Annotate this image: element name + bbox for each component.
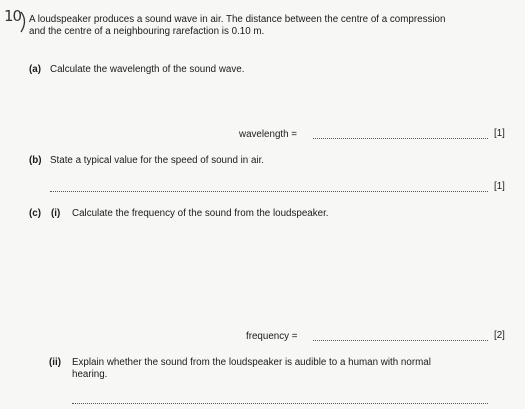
part-b-label: (b) (29, 155, 42, 166)
part-b-marks: [1] (494, 181, 505, 192)
wavelength-answer-label: wavelength = (239, 129, 298, 140)
speed-answer-line[interactable] (50, 191, 488, 192)
frequency-answer-line[interactable] (313, 340, 488, 341)
part-a-label: (a) (29, 64, 41, 75)
part-c-i-text: Calculate the frequency of the sound from the loudspeaker. (72, 208, 329, 219)
part-a-marks: [1] (494, 128, 505, 139)
wavelength-answer-line[interactable] (313, 138, 488, 139)
question-number: 10 (4, 7, 22, 25)
part-c-ii-label: (ii) (49, 357, 61, 368)
frequency-answer-label: frequency = (246, 331, 298, 342)
part-a-text: Calculate the wavelength of the sound wave. (50, 64, 245, 75)
audible-answer-line[interactable] (72, 403, 488, 404)
part-c-i-marks: [2] (494, 330, 505, 341)
part-c-label: (c) (29, 208, 41, 219)
part-c-ii-text-line2: hearing. (72, 369, 108, 380)
bracket-mark-icon (19, 11, 29, 33)
question-stem-line1: A loudspeaker produces a sound wave in air. The distance between the centre of a compression (29, 14, 446, 25)
part-c-i-label: (i) (51, 208, 61, 219)
part-c-ii-text-line1: Explain whether the sound from the loudspeaker is audible to a human with normal (72, 357, 431, 368)
part-b-text: State a typical value for the speed of sound in air. (50, 155, 265, 166)
question-stem-line2: and the centre of a neighbouring rarefaction is 0.10 m. (29, 26, 265, 37)
